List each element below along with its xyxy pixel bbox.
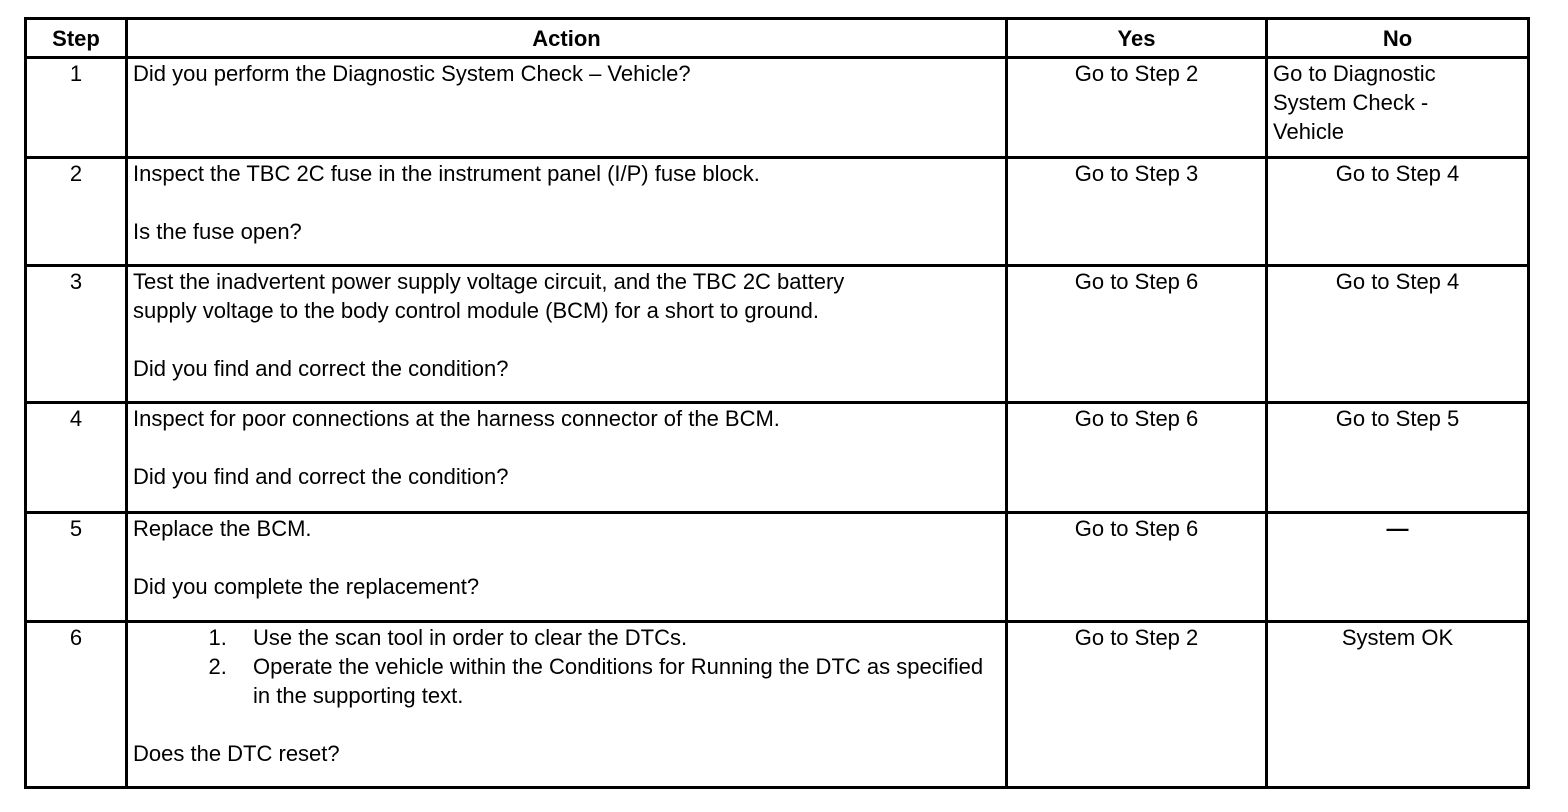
step-number: 1: [26, 58, 127, 158]
action-instruction: Test the inadvertent power supply voltage circuit, and the TBC 2C battery: [133, 269, 845, 294]
table-row: [26, 513, 1529, 622]
action-question: Did you perform the Diagnostic System Check – Vehicle?: [133, 61, 691, 86]
header-row: [26, 19, 1529, 58]
yes-cell: Go to Step 6: [1007, 403, 1267, 513]
action-cell: [127, 622, 1007, 788]
step-number: 6: [26, 622, 127, 788]
table-row: [26, 158, 1529, 266]
action-instruction: Inspect the TBC 2C fuse in the instrument panel (I/P) fuse block.: [133, 161, 760, 186]
step-number: 4: [26, 403, 127, 513]
no-line: System Check -: [1273, 90, 1429, 115]
action-question: Is the fuse open?: [133, 219, 302, 244]
no-cell: Go to Step 4: [1267, 158, 1529, 266]
yes-cell: Go to Step 3: [1007, 158, 1267, 266]
action-question: Did you find and correct the condition?: [133, 356, 509, 381]
header-action: Action: [127, 19, 1007, 58]
action-question: Did you find and correct the condition?: [133, 464, 509, 489]
table-row: [26, 403, 1529, 513]
list-item: 2. Operate the vehicle within the Conditions for Running the DTC as specified in the supporting text.: [233, 652, 1000, 710]
no-line: Vehicle: [1273, 119, 1344, 144]
table-row: [26, 58, 1529, 158]
header-no: No: [1267, 19, 1529, 58]
no-cell: System OK: [1267, 622, 1529, 788]
action-instruction: Inspect for poor connections at the harness connector of the BCM.: [133, 406, 780, 431]
action-cell: [127, 266, 1007, 403]
table-row: [26, 622, 1529, 788]
yes-cell: Go to Step 2: [1007, 58, 1267, 158]
action-cell: [127, 403, 1007, 513]
action-instruction: Replace the BCM.: [133, 516, 312, 541]
header-step: Step: [26, 19, 127, 58]
diagnostic-table: [24, 17, 1530, 789]
table-row: [26, 266, 1529, 403]
step-number: 3: [26, 266, 127, 403]
no-line: Go to Diagnostic: [1273, 61, 1436, 86]
action-cell: [127, 158, 1007, 266]
action-question: Does the DTC reset?: [133, 741, 340, 766]
yes-cell: Go to Step 6: [1007, 513, 1267, 622]
no-cell: Go to Step 4: [1267, 266, 1529, 403]
action-instruction: supply voltage to the body control module (BCM) for a short to ground.: [133, 298, 820, 323]
step-number: 5: [26, 513, 127, 622]
no-cell: [1267, 58, 1529, 158]
action-cell: [127, 58, 1007, 158]
action-question: Did you complete the replacement?: [133, 574, 480, 599]
step-number: 2: [26, 158, 127, 266]
no-cell: Go to Step 5: [1267, 403, 1529, 513]
no-cell: [1267, 513, 1529, 622]
no-dash: —: [1386, 516, 1409, 541]
yes-cell: Go to Step 6: [1007, 266, 1267, 403]
yes-cell: Go to Step 2: [1007, 622, 1267, 788]
action-cell: [127, 513, 1007, 622]
list-item: 1. Use the scan tool in order to clear the DTCs.: [233, 623, 1000, 652]
header-yes: Yes: [1007, 19, 1267, 58]
action-list: [133, 623, 1000, 710]
